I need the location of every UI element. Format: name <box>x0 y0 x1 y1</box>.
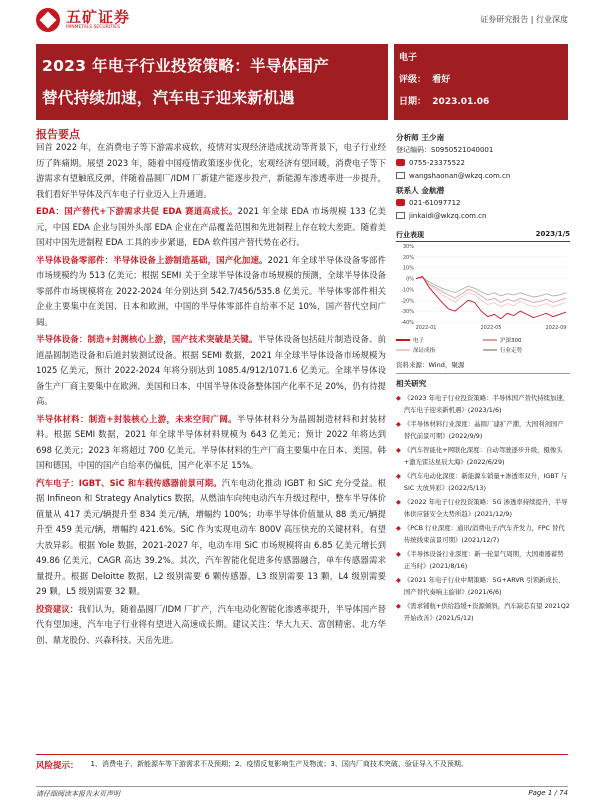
chart-source: 资料来源：Wind，聚源 <box>396 361 465 369</box>
related-research-item[interactable]: ◆ 《半导体设备行业深度：新一轮景气周期，大国重器蓄势正当时》(2021/8/16) <box>396 549 570 572</box>
related-research-item[interactable]: ◆ 《汽车电动化深度：新能源车销量+渗透率双升，IGBT 与 SiC 大放异彩》(2022/5/13) <box>396 471 570 494</box>
paragraph-key: EDA：国产替代+下游需求共促 EDA 赛道高成长。 <box>36 206 238 216</box>
paragraph-key: 半导体材料：制造+封装核心上游，未来空间广阔。 <box>36 413 237 424</box>
report-type: 证券研究报告 | 行业深度 <box>480 15 568 24</box>
date-value: 2023.01.06 <box>432 97 490 107</box>
related-research-item[interactable]: ◆ 《2022 年电子行业投资策略：5G 渗透率持续提升，半导体供应链安全大势所趋》(2021/12/9) <box>396 497 570 520</box>
title-line-2: 替代持续加速，汽车电子迎来新机遇 <box>42 89 295 107</box>
y-tick-label: -20% <box>401 298 414 305</box>
paragraph: 半导体设备：制造+封测核心上游，国产技术突破是关键。半导体设备包括硅片制造设备、前道晶圆制造设备和后道封装测试设备。根据 SEMI 数据，2021 年全球半导体设备市场规模为 1025 亿美元，预计 2022-2024 年将分别达到 1085.4/912/1071.6 亿美元。全球半导体设备生产厂商主要集中在欧洲、美国和日本，中国半导体设备整体国产化率不足 20%，仍有待提高。 <box>36 334 387 406</box>
page-number: Page 1 / 74 <box>528 789 568 797</box>
rating-row <box>399 72 450 85</box>
legend-item: 沪深300 <box>483 336 570 344</box>
series-line-深证成指 <box>416 278 566 307</box>
bullet-icon: ◆ <box>396 446 401 454</box>
bullet-icon: ◆ <box>396 602 401 610</box>
disclaimer-note: 请仔细阅读本报告末页声明 <box>36 790 120 798</box>
bullet-icon: ◆ <box>396 524 401 532</box>
legend-item: 行业走势 <box>483 346 570 354</box>
legend-item: 深证成指 <box>396 346 483 354</box>
risk-text: 1、消费电子、新能源车等下游需求不及预期；2、疫情反复影响生产及物流；3、国内厂商技术突破、验证导入不及预期。 <box>90 760 468 768</box>
analyst-1-name: 分析师 王少南 <box>396 133 445 142</box>
bullet-icon: ◆ <box>396 550 401 558</box>
bullet-icon: ◆ <box>396 498 401 506</box>
logo-english: MINMETALS SECURITIES <box>66 25 120 30</box>
y-tick-label: -40% <box>401 320 414 326</box>
logo-mark-icon <box>36 8 60 32</box>
bullet-icon: ◆ <box>396 576 401 584</box>
chart-header <box>396 230 570 242</box>
x-tick-label: 2022-01 <box>415 325 437 331</box>
chart-title: 行业表现 <box>396 231 424 239</box>
risk-label: 风险提示： <box>36 761 79 771</box>
paragraph: 汽车电子：IGBT、SiC 和车载传感器前景可期。汽车电动化推动 IGBT 和 SiC 充分受益。根据 Infineon 和 Strategy Analytics 数据，从燃油车向纯电动汽车升级过程中，整车半导体价值量从 417 美元/辆提升至 834 美元/辆，增幅约 100%；功率半导体价值量从 88 美元/辆提升至 459 美元/辆，增幅约 421.6%。SiC 作为实现电动车 800V 高压快充的关键材料，有望大放异彩。根据 Yole 数据，2021-2027 年，电动车用 SiC 市场规模将由 6.85 亿美元增长到 49.86 亿美元，CAGR 高达 39.2%。其次，汽车智能化促进多传感器融合，单车传感器需求量提升。根据 Deloitte 数据，L2 级别需要 6 颗传感器，L3 级别需要 13 颗，L4 级别需要 29 颗，L5 级别需要 32 颗。 <box>36 477 386 596</box>
paragraph-key: 半导体设备：制造+封测核心上游，国产技术突破是关键。 <box>36 334 258 344</box>
bullet-icon: ◆ <box>396 394 401 402</box>
paragraph-key: 投资建议： <box>36 603 79 614</box>
related-research-item[interactable]: ◆ 《半导体材料行业深度：晶圆厂建扩产潮，大国利剑国产替代前景可期》(2022/9/9) <box>396 419 570 442</box>
related-research-item[interactable]: ◆ 《2021 年电子行业中期策略：5G+ARVR 引领新成长，国产替代奏响主旋律》(2021/6/6) <box>396 575 570 598</box>
related-research-item[interactable]: ◆ 《需求铺航+供给趋缓+资源倾斜，汽车缺芯有望 2021Q2 开始改善》(2021/5/12) <box>396 601 570 624</box>
bullet-icon: ◆ <box>396 420 401 428</box>
analyst-2-phone-row: 021-61097712 <box>396 196 570 209</box>
analyst-2-email[interactable]: jinkaidi@wkzq.com.cn <box>409 211 487 220</box>
paragraph: 半导体设备零部件：半导体设备上游制造基础，国产化加速。2021 年全球半导体设备零部件市场规模约为 513 亿美元；根据 SEMI 关于全球半导体设备市场规模的预测，全球半导体设备零部件市场规模将在 2022-2024 年分别达到 542.7/456/535.8 亿美元。半导体零部件相关企业主要集中在美国、日本和欧洲，中国的半导体零部件自给率不足 10%，国产替代空间广阔。 <box>36 254 386 327</box>
title-line-1: 2023 年电子行业投资策略：半导体国产 <box>42 57 330 75</box>
bullet-icon: ◆ <box>396 472 401 480</box>
related-research-title: 相关研究 <box>396 379 427 388</box>
paragraph: 回首 2022 年，在消费电子等下游需求疲软，疫情对实现经济造成扰动等背景下，电子行业经历了阵痛期。展望 2023 年，随着中国疫情政策逐步优化，宏观经济有望回暖，消费电子等下游需求有望触底反弹，伴随着晶圆厂/IDM 厂新建产能逐步投产，新能源车渗透率进一步提升，我们看好半导体及汽车电子行业迈入上升通道。 <box>36 142 386 199</box>
industry-performance-chart <box>396 230 570 354</box>
date-label: 日期： <box>399 97 427 107</box>
related-research-list <box>396 393 570 624</box>
title-banner <box>36 44 388 120</box>
series-line-行业走势 <box>416 278 566 298</box>
analyst-1-phone-row: 0755-23375522 <box>396 156 570 169</box>
analyst-1-email[interactable]: wangshaonan@wkzq.com.cn <box>409 171 511 180</box>
email-icon <box>396 172 405 179</box>
rating-label: 评级： <box>399 75 427 85</box>
section-title: 报告要点 <box>36 128 80 141</box>
main-text <box>36 140 386 650</box>
analyst-2-name: 联系人 金航潜 <box>396 186 445 195</box>
page-footer <box>36 786 568 799</box>
analyst-1-cert: 登记编码：S0950521040001 <box>396 145 494 154</box>
logo-name: 五矿证券 <box>66 8 131 26</box>
chart-legend <box>396 336 570 354</box>
analyst-2-email-row <box>396 209 570 222</box>
paragraph: EDA：国产替代+下游需求共促 EDA 赛道高成长。2021 年全球 EDA 市场规模 133 亿美元，中国 EDA 企业与国外头部 EDA 企业在产品覆盖范围和先进制程上存在较大差距。随着美国对中国先进制程 EDA 工具的步步紧逼，EDA 软件国产替代势在必行。 <box>36 206 386 247</box>
x-tick-label: 2022-09 <box>545 325 567 331</box>
y-tick-label: 0% <box>406 276 414 283</box>
y-tick-label: 30% <box>402 244 414 250</box>
paragraph-key: 汽车电子：IGBT、SiC 和车载传感器前景可期。 <box>36 477 222 488</box>
paragraph: 投资建议：我们认为，随着晶圆厂/IDM 厂扩产，汽车电动化智能化渗透率提升，半导体国产替代有望加速，汽车电子行业将有望进入高速成长期。建议关注：华大九天、富创精密、北方华创、鼎龙股份、兴森科技、天岳先进。 <box>36 603 386 645</box>
risk-warning <box>36 754 568 771</box>
industry-name: 电子 <box>399 53 418 63</box>
x-tick-label: 2022-05 <box>480 325 502 331</box>
company-logo <box>36 6 176 36</box>
date-row <box>399 94 489 107</box>
email-icon <box>396 212 405 219</box>
chart-plot <box>396 242 570 332</box>
chart-date: 2023/1/5 <box>535 230 570 238</box>
y-tick-label: 20% <box>402 254 414 261</box>
series-line-电子 <box>416 276 566 318</box>
paragraph: 半导体材料：制造+封装核心上游，未来空间广阔。半导体材料分为晶圆制造材料和封装材料。根据 SEMI 数据，2021 年全球半导体材料规模为 643 亿美元；预计 2022 年将达到 698 亿美元；2023 年将超过 700 亿美元。半导体材料的生产厂商主要集中在日本、美国、韩国和德国，中国的国产自给率仍偏低，国产化率不足 15%。 <box>36 413 386 470</box>
sidebar <box>396 132 570 627</box>
related-research-item[interactable]: ◆ 《汽车智能化+网联化深度：自动驾驶逐步升级，摄像头+激光雷达星辰大海》(2022/6/29) <box>396 445 570 468</box>
legend-item: 电子 <box>396 336 483 344</box>
paragraph-key: 半导体设备零部件：半导体设备上游制造基础，国产化加速。 <box>36 254 268 265</box>
rating-box <box>394 44 568 120</box>
analyst-1-email-row <box>396 169 570 182</box>
rating-value: 看好 <box>432 75 451 85</box>
y-tick-label: -30% <box>401 309 414 316</box>
phone-icon <box>396 159 405 166</box>
y-tick-label: -10% <box>401 287 414 294</box>
related-research-item[interactable]: ◆ 《2023 年电子行业投资策略：半导体国产替代持续加速，汽车电子迎来新机遇》(2023/1/6) <box>396 393 570 416</box>
phone-icon <box>396 199 405 206</box>
y-tick-label: 10% <box>402 265 414 272</box>
related-research-item[interactable]: ◆ 《PCB 行业深度：通讯/消费电子/汽车齐发力，FPC 替代传统线束前景可期》(2021/12/7) <box>396 523 570 546</box>
